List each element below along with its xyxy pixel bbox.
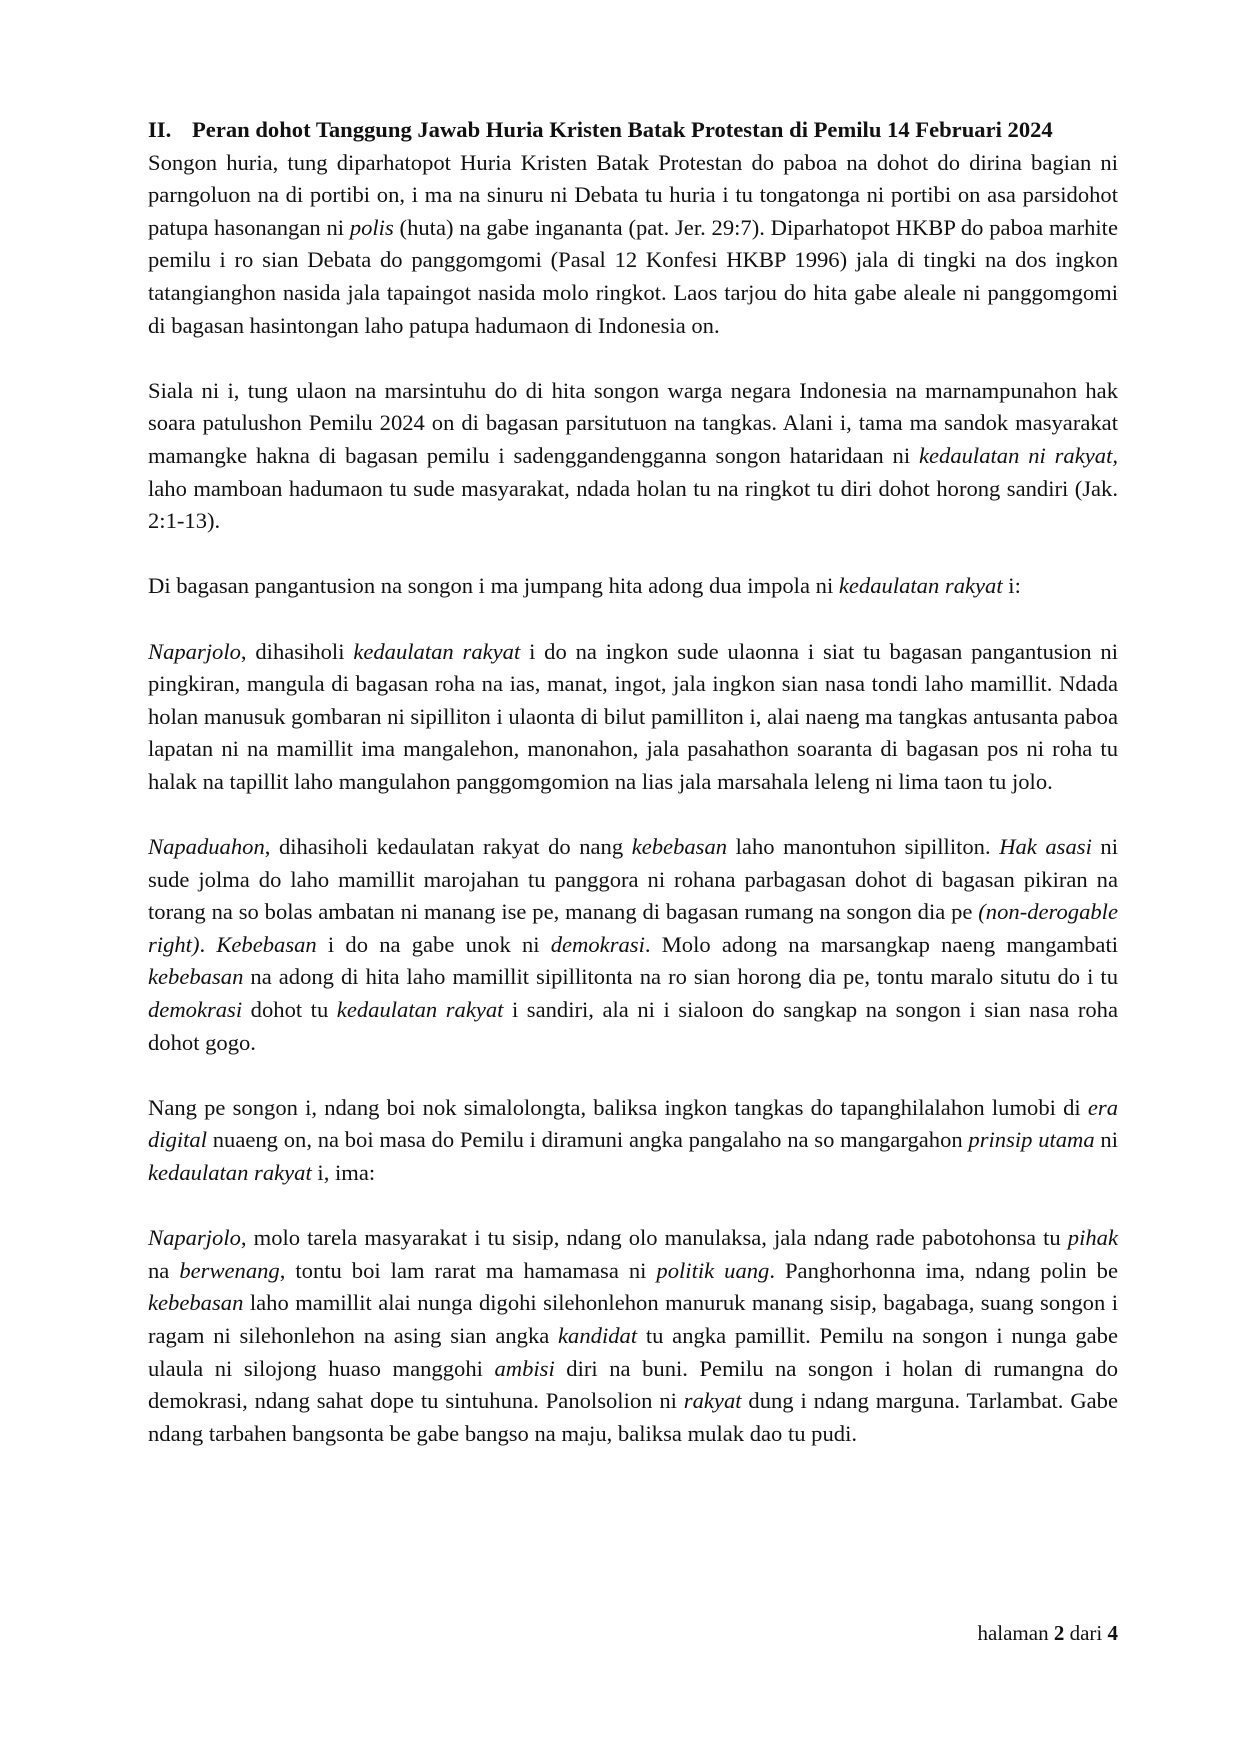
text-run: Nang pe songon i, ndang boi nok simalolongta, baliksa ingkon tangkas do tapanghilalahon lumobi di (148, 1094, 1088, 1120)
text-run: Di bagasan pangantusion na songon i ma jumpang hita adong dua impola ni (148, 573, 839, 599)
text-run: laho mamillit alai nunga digohi silehonlehon manuruk manang sisip, bagabaga, suang songon i ragam ni silehonlehon na asing sian angka (148, 1290, 1118, 1348)
italic-term: kedaulatan rakyat (148, 1160, 312, 1185)
paragraph (148, 636, 1118, 799)
paragraph (148, 147, 1118, 343)
italic-term: kedaulatan rakyat (353, 638, 521, 664)
text-run: tu angka pamillit. Pemilu na songon i nunga gabe ulaula ni silojong huaso manggohi (148, 1322, 1118, 1381)
italic-term: Napaduahon (148, 834, 265, 860)
text-run: , dihasiholi kedaulatan rakyat do nang (264, 834, 632, 860)
paragraph (148, 375, 1118, 538)
text-run: . Molo adong na marsangkap naeng mangambati (644, 931, 1119, 957)
italic-term: berwenang (179, 1257, 280, 1283)
italic-term: politik uang (656, 1257, 770, 1283)
footer-prefix: halaman (977, 1621, 1049, 1645)
section-heading (148, 114, 1118, 147)
text-run: ni (1094, 1127, 1119, 1153)
italic-term: kebebasan (148, 1290, 244, 1316)
section-title: Peran dohot Tanggung Jawab Huria Kristen Batak Protestan di Pemilu 14 Februari 2024 (192, 117, 1053, 142)
text-run: i do na ingkon sude ulaonna i siat tu bagasan pangantusion ni pingkiran, mangula di bagasan roha na ias, manat, ingot, jala ingkon sian nasa tondi laho mamillit. Ndada holan manusuk gombaran ni sipilliton i ulaonta di bilut pamilliton i, alai naeng ma tangkas antusanta paboa lapatan ni na mamillit ima mangalehon, manonahon, jala pasahathon soaranta di bagasan pos ni roha tu halak na tapillit laho mangulahon panggomgomion na lias jala marsahala leleng ni lima taon tu jolo. (148, 638, 1118, 794)
text-run: laho mamboan hadumaon tu sude masyarakat, ndada holan tu na ringkot tu diri dohot horong sandiri (Jak. 2:1-13). (148, 475, 1118, 534)
italic-term: pihak (1067, 1225, 1118, 1251)
text-run: Songon huria, tung diparhatopot Huria Kristen Batak Protestan do paboa na dohot do dirina bagian ni parngoluon na di portibi on, i ma na sinuru ni Debata tu huria i tu tongatonga ni portibi on asa parsidohot patupa hasonangan ni (148, 149, 1118, 240)
italic-term: ambisi (494, 1355, 555, 1381)
text-run: Siala ni i, tung ulaon na marsintuhu do di hita songon warga negara Indonesia na marnampunahon hak soara patulushon Pemilu 2024 on di bagasan parsitutuon na tangkas. Alani i, tama ma sandok masyarakat mamangke hakna di bagasan pemilu i sadenggandengganna songon hataridaan ni (148, 377, 1118, 468)
footer-middle: dari (1069, 1621, 1103, 1645)
text-run: i sandiri, ala ni i sialoon do sangkap na songon i sian nasa roha dohot gogo. (148, 997, 1119, 1055)
italic-term: Hak asasi (999, 834, 1092, 860)
text-run: , dihasiholi (240, 638, 354, 664)
italic-term: Naparjolo (148, 638, 241, 664)
body-text (148, 147, 1118, 1451)
italic-term: kedaulatan ni rakyat, (918, 442, 1118, 468)
italic-term: demokrasi (148, 997, 243, 1023)
italic-term: kebebasan (631, 834, 728, 860)
paragraph (148, 1092, 1118, 1190)
text-run: i: (1002, 573, 1021, 599)
text-run: i, ima: (311, 1160, 376, 1185)
italic-term: kandidat (558, 1322, 638, 1348)
paragraph (148, 570, 1118, 603)
text-run: na (148, 1257, 180, 1283)
text-run: i do na gabe unok ni (316, 931, 551, 957)
italic-term: kebebasan (148, 964, 244, 990)
text-run: . (199, 931, 217, 957)
italic-term: (non-derogable right) (148, 899, 1118, 957)
italic-term: Naparjolo (148, 1225, 241, 1251)
italic-term: demokrasi (550, 931, 645, 957)
page-footer (977, 1621, 1118, 1646)
document-page (148, 114, 1118, 1450)
paragraph (148, 1222, 1118, 1450)
text-run: , tontu boi lam rarat ma hamamasa ni (279, 1257, 657, 1283)
italic-term: polis (349, 214, 394, 240)
text-run: nuaeng on, na boi masa do Pemilu i diramuni angka pangalaho na so mangargahon (207, 1127, 969, 1153)
footer-page-number: 2 (1053, 1621, 1065, 1645)
text-run: . Panghorhonna ima, ndang polin be (769, 1257, 1118, 1283)
text-run: , molo tarela masyarakat i tu sisip, ndang olo manulaksa, jala ndang rade pabotohonsa tu (240, 1225, 1068, 1251)
italic-term: prinsip utama (968, 1127, 1095, 1153)
paragraph (148, 831, 1118, 1059)
text-run: dohot tu (242, 997, 337, 1023)
text-run: diri na buni. Pemilu na songon i holan di rumangna do demokrasi, ndang sahat dope tu sintuhuna. Panolsolion ni (148, 1355, 1118, 1414)
text-run: (huta) na gabe ingananta (pat. Jer. 29:7). Diparhatopot HKBP do paboa marhite pemilu i ro sian Debata do panggomgomi (Pasal 12 Konfesi HKBP 1996) jala di tingki na dos ingkon tatangianghon nasida jala tapaingot nasida molo ringkot. Laos tarjou do hita gabe aleale ni panggomgomi di bagasan hasintongan laho patupa hadumaon di Indonesia on. (148, 214, 1118, 338)
text-run: laho manontuhon sipilliton. (727, 834, 1000, 860)
text-run: dung i ndang marguna. Tarlambat. Gabe ndang tarbahen bangsonta be gabe bangso na maju, baliksa mulak dao tu pudi. (148, 1388, 1118, 1446)
italic-term: era digital (148, 1094, 1118, 1153)
section-number: II. (148, 117, 172, 142)
text-run: na adong di hita laho mamillit sipillitonta na ro sian horong dia pe, tontu maralo situtu do i tu (243, 964, 1118, 990)
italic-term: kedaulatan rakyat (838, 573, 1003, 599)
italic-term: rakyat (683, 1388, 742, 1414)
italic-term: Kebebasan (216, 931, 317, 957)
footer-total-pages: 4 (1107, 1621, 1118, 1645)
text-run: ni sude jolma do laho mamillit marojahan tu panggora ni rohana parbagasan dohot di bagasan pikiran na torang na so bolas ambatan ni manang ise pe, manang di bagasan rumang na songon dia pe (148, 834, 1118, 925)
italic-term: kedaulatan rakyat (336, 997, 504, 1023)
